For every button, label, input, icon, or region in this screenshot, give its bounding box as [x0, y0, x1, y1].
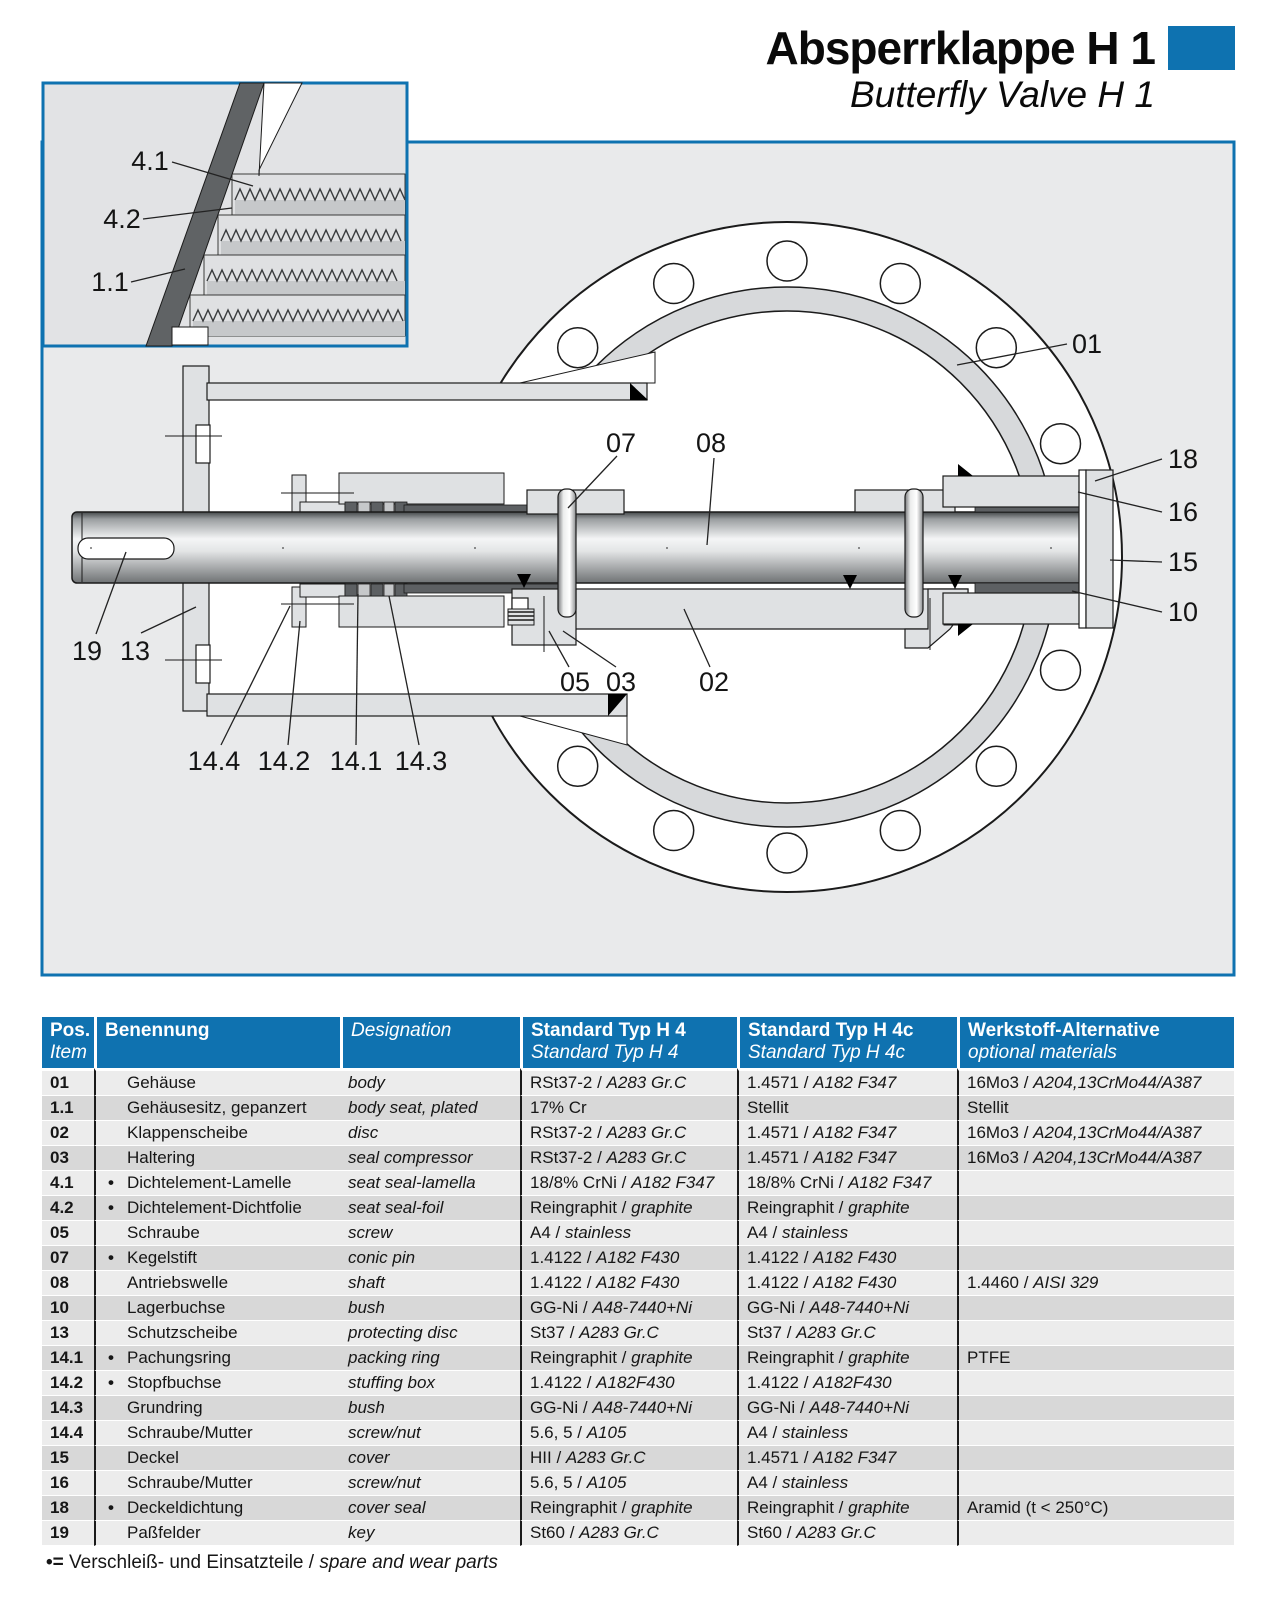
cell-designation: shaft [340, 1271, 520, 1296]
table-row [42, 1371, 1234, 1396]
cell-alternative [957, 1171, 1234, 1196]
bolt-hole [1041, 424, 1081, 464]
cell-designation: body seat, plated [340, 1096, 520, 1121]
table-row [42, 1196, 1234, 1221]
cell-standard-h4: RSt37-2 / A283 Gr.C [520, 1146, 737, 1171]
cell-standard-h4: A4 / stainless [520, 1221, 737, 1246]
cell-benennung: • Kegelstift [94, 1246, 340, 1271]
col-header-0: Pos. Item [42, 1017, 94, 1068]
cell-standard-h4: 18/8% CrNi / A182 F347 [520, 1171, 737, 1196]
cell-standard-h4: GG-Ni / A48-7440+Ni [520, 1296, 737, 1321]
cell-standard-h4: Reingraphit / graphite [520, 1496, 737, 1521]
callout-15: 15 [1168, 547, 1199, 577]
cell-benennung: Paßfelder [94, 1521, 340, 1546]
cell-designation: seat seal-foil [340, 1196, 520, 1221]
table-row [42, 1496, 1234, 1521]
cell-standard-h4c: GG-Ni / A48-7440+Ni [737, 1296, 957, 1321]
cell-standard-h4c: 1.4571 / A182 F347 [737, 1068, 957, 1096]
seal-foil-strip [207, 281, 405, 296]
cell-pos: 15 [42, 1446, 94, 1471]
cell-designation: bush [340, 1296, 520, 1321]
cell-alternative [957, 1296, 1234, 1321]
cell-alternative: Stellit [957, 1096, 1234, 1121]
bolt-hole [767, 241, 807, 281]
bolt-hole [880, 264, 920, 304]
cell-pos: 10 [42, 1296, 94, 1321]
cell-benennung: Gehäuse [94, 1068, 340, 1096]
cell-benennung: Gehäusesitz, gepanzert [94, 1096, 340, 1121]
wear-part-bullet: • [108, 1248, 114, 1267]
cell-pos: 16 [42, 1471, 94, 1496]
table-row [42, 1246, 1234, 1271]
cell-benennung: • Deckeldichtung [94, 1496, 340, 1521]
cell-pos: 07 [42, 1246, 94, 1271]
cell-standard-h4: 5.6, 5 / A105 [520, 1471, 737, 1496]
cell-designation: conic pin [340, 1246, 520, 1271]
cell-pos: 14.4 [42, 1421, 94, 1446]
cell-benennung: Haltering [94, 1146, 340, 1171]
table-header [42, 1017, 1234, 1068]
cell-designation: seal compressor [340, 1146, 520, 1171]
bolt-hole [654, 811, 694, 851]
callout-16: 16 [1168, 497, 1199, 527]
cell-standard-h4: RSt37-2 / A283 Gr.C [520, 1121, 737, 1146]
cell-standard-h4c: A4 / stainless [737, 1421, 957, 1446]
cell-pos: 4.2 [42, 1196, 94, 1221]
cell-designation: seat seal-lamella [340, 1171, 520, 1196]
cell-standard-h4c: 1.4571 / A182 F347 [737, 1121, 957, 1146]
callout-07: 07 [605, 428, 637, 458]
callout-14-1: 14.1 [329, 746, 383, 776]
bolt-hole [976, 746, 1016, 786]
cell-benennung: Schutzscheibe [94, 1321, 340, 1346]
callout-14-3: 14.3 [394, 746, 448, 776]
callout-02: 02 [698, 667, 730, 697]
footnote-bullet: •= [46, 1552, 64, 1573]
table-row [42, 1396, 1234, 1421]
callout-18: 18 [1168, 444, 1199, 474]
table-row [42, 1096, 1234, 1121]
cell-standard-h4c: 1.4571 / A182 F347 [737, 1146, 957, 1171]
callout-19: 19 [71, 636, 103, 666]
cell-benennung: Schraube/Mutter [94, 1471, 340, 1496]
cell-standard-h4c: 1.4122 / A182 F430 [737, 1246, 957, 1271]
seal-foil-strip [221, 241, 405, 256]
packing-ring [345, 584, 357, 596]
callout-03: 03 [605, 667, 637, 697]
cell-alternative [957, 1396, 1234, 1421]
cell-standard-h4: 1.4122 / A182F430 [520, 1371, 737, 1396]
parts-table [42, 1017, 1234, 1546]
cell-alternative: PTFE [957, 1346, 1234, 1371]
cell-pos: 14.3 [42, 1396, 94, 1421]
cell-benennung: Schraube [94, 1221, 340, 1246]
callout-08: 08 [695, 428, 727, 458]
cell-pos: 14.2 [42, 1371, 94, 1396]
cell-standard-h4: St60 / A283 Gr.C [520, 1521, 737, 1546]
cell-alternative [957, 1521, 1234, 1546]
cell-benennung: Schraube/Mutter [94, 1421, 340, 1446]
cell-standard-h4: 17% Cr [520, 1096, 737, 1121]
cell-standard-h4: Reingraphit / graphite [520, 1346, 737, 1371]
cell-standard-h4c: 1.4122 / A182 F430 [737, 1271, 957, 1296]
cell-pos: 05 [42, 1221, 94, 1246]
table-row [42, 1321, 1234, 1346]
cell-standard-h4c: 1.4571 / A182 F347 [737, 1446, 957, 1471]
cell-pos: 19 [42, 1521, 94, 1546]
packing-ring [384, 584, 394, 596]
cell-designation: disc [340, 1121, 520, 1146]
cell-pos: 4.1 [42, 1171, 94, 1196]
cell-standard-h4: St37 / A283 Gr.C [520, 1321, 737, 1346]
parts-table-section [42, 1017, 1234, 1546]
cell-benennung: Grundring [94, 1396, 340, 1421]
table-row [42, 1521, 1234, 1546]
cell-standard-h4c: 18/8% CrNi / A182 F347 [737, 1171, 957, 1196]
cell-designation: cover [340, 1446, 520, 1471]
cell-standard-h4: 1.4122 / A182 F430 [520, 1246, 737, 1271]
footnote-text-en: spare and wear parts [319, 1552, 498, 1573]
wear-part-bullet: • [108, 1348, 114, 1367]
cell-standard-h4c: Reingraphit / graphite [737, 1496, 957, 1521]
cell-designation: protecting disc [340, 1321, 520, 1346]
cell-benennung: Deckel [94, 1446, 340, 1471]
bolt-hole [558, 328, 598, 368]
cell-designation: stuffing box [340, 1371, 520, 1396]
cell-pos: 1.1 [42, 1096, 94, 1121]
keyway-slot [78, 538, 174, 559]
wear-part-bullet: • [108, 1498, 114, 1517]
table-row [42, 1221, 1234, 1246]
table-row [42, 1471, 1234, 1496]
packing-ring [358, 584, 370, 596]
cell-alternative [957, 1196, 1234, 1221]
callout-05: 05 [559, 667, 591, 697]
cell-alternative: 1.4460 / AISI 329 [957, 1271, 1234, 1296]
bolt-hole [558, 746, 598, 786]
cell-alternative: 16Mo3 / A204,13CrMo44/A387 [957, 1068, 1234, 1096]
cell-benennung: Lagerbuchse [94, 1296, 340, 1321]
cell-standard-h4: HII / A283 Gr.C [520, 1446, 737, 1471]
cell-standard-h4: RSt37-2 / A283 Gr.C [520, 1068, 737, 1096]
cover-plate [1086, 470, 1113, 628]
seal-foil-strip [193, 321, 405, 336]
callout-14-4: 14.4 [187, 746, 241, 776]
bolt-hole [767, 833, 807, 873]
inset-label-4-1: 4.1 [131, 146, 169, 176]
cell-designation: key [340, 1521, 520, 1546]
cell-standard-h4c: Stellit [737, 1096, 957, 1121]
cell-pos: 02 [42, 1121, 94, 1146]
table-row [42, 1271, 1234, 1296]
wear-parts-footnote [46, 1552, 498, 1574]
callout-14-2: 14.2 [257, 746, 311, 776]
cell-standard-h4c: A4 / stainless [737, 1471, 957, 1496]
bolt-hole [654, 264, 694, 304]
cell-designation: cover seal [340, 1496, 520, 1521]
cell-pos: 14.1 [42, 1346, 94, 1371]
cell-standard-h4c: A4 / stainless [737, 1221, 957, 1246]
cell-pos: 08 [42, 1271, 94, 1296]
packing-rings-lower [345, 584, 407, 596]
cell-benennung: • Pachungsring [94, 1346, 340, 1371]
inset-label-4-2: 4.2 [103, 204, 141, 234]
cell-alternative [957, 1321, 1234, 1346]
conic-pin-left [558, 489, 576, 617]
seat-detail-inset [43, 83, 407, 346]
wear-part-bullet: • [108, 1373, 114, 1392]
wear-part-bullet: • [108, 1198, 114, 1217]
cell-standard-h4: Reingraphit / graphite [520, 1196, 737, 1221]
table-row [42, 1146, 1234, 1171]
cell-standard-h4: 1.4122 / A182 F430 [520, 1271, 737, 1296]
cell-designation: packing ring [340, 1346, 520, 1371]
cell-benennung: • Dichtelement-Lamelle [94, 1171, 340, 1196]
cell-designation: body [340, 1068, 520, 1096]
cell-standard-h4: 5.6, 5 / A105 [520, 1421, 737, 1446]
cell-standard-h4c: Reingraphit / graphite [737, 1346, 957, 1371]
col-header-2: Designation [340, 1017, 520, 1068]
drive-shaft [72, 512, 1090, 583]
table-row [42, 1296, 1234, 1321]
col-header-4: Standard Typ H 4c Standard Typ H 4c [737, 1017, 957, 1068]
cell-pos: 13 [42, 1321, 94, 1346]
conic-pin-right [905, 489, 923, 617]
cell-alternative: 16Mo3 / A204,13CrMo44/A387 [957, 1146, 1234, 1171]
table-row [42, 1121, 1234, 1146]
cell-benennung: Antriebswelle [94, 1271, 340, 1296]
cell-standard-h4c: GG-Ni / A48-7440+Ni [737, 1396, 957, 1421]
cell-pos: 01 [42, 1068, 94, 1096]
wear-part-bullet: • [108, 1173, 114, 1192]
cell-alternative [957, 1246, 1234, 1271]
cell-benennung: • Stopfbuchse [94, 1371, 340, 1396]
cell-standard-h4c: St37 / A283 Gr.C [737, 1321, 957, 1346]
cell-pos: 18 [42, 1496, 94, 1521]
bush-lower [975, 583, 1083, 594]
callout-13: 13 [119, 636, 151, 666]
cell-standard-h4: GG-Ni / A48-7440+Ni [520, 1396, 737, 1421]
cell-designation: bush [340, 1396, 520, 1421]
col-header-3: Standard Typ H 4 Standard Typ H 4 [520, 1017, 737, 1068]
table-row [42, 1346, 1234, 1371]
col-header-1: Benennung [94, 1017, 340, 1068]
cell-alternative [957, 1421, 1234, 1446]
footnote-text-de: Verschleiß- und Einsatzteile / [69, 1552, 315, 1573]
callout-01: 01 [1072, 329, 1103, 359]
packing-ring [371, 584, 383, 596]
bolt-hole [880, 811, 920, 851]
cell-alternative [957, 1471, 1234, 1496]
cell-benennung: Klappenscheibe [94, 1121, 340, 1146]
cell-alternative: 16Mo3 / A204,13CrMo44/A387 [957, 1121, 1234, 1146]
cell-alternative [957, 1221, 1234, 1246]
cell-standard-h4c: St60 / A283 Gr.C [737, 1521, 957, 1546]
page-subtitle: Butterfly Valve H 1 [849, 74, 1155, 116]
cell-alternative: Aramid (t < 250°C) [957, 1496, 1234, 1521]
bolt-hole [1041, 650, 1081, 690]
callout-10: 10 [1168, 597, 1199, 627]
cell-designation: screw [340, 1221, 520, 1246]
cell-standard-h4c: 1.4122 / A182F430 [737, 1371, 957, 1396]
bolt-hole [976, 328, 1016, 368]
page-title: Absperrklappe H 1 [765, 22, 1155, 74]
cell-designation: screw/nut [340, 1421, 520, 1446]
cell-designation: screw/nut [340, 1471, 520, 1496]
seal-foil-strip [235, 200, 405, 215]
table-row [42, 1171, 1234, 1196]
inset-label-1-1: 1.1 [91, 267, 129, 297]
cell-pos: 03 [42, 1146, 94, 1171]
table-row [42, 1068, 1234, 1096]
col-header-5: Werkstoff-Alternative optional materials [957, 1017, 1234, 1068]
inset-notch [172, 327, 208, 345]
table-row [42, 1446, 1234, 1471]
cell-alternative [957, 1446, 1234, 1471]
table-row [42, 1421, 1234, 1446]
cell-alternative [957, 1371, 1234, 1396]
cell-benennung: • Dichtelement-Dichtfolie [94, 1196, 340, 1221]
cell-standard-h4c: Reingraphit / graphite [737, 1196, 957, 1221]
